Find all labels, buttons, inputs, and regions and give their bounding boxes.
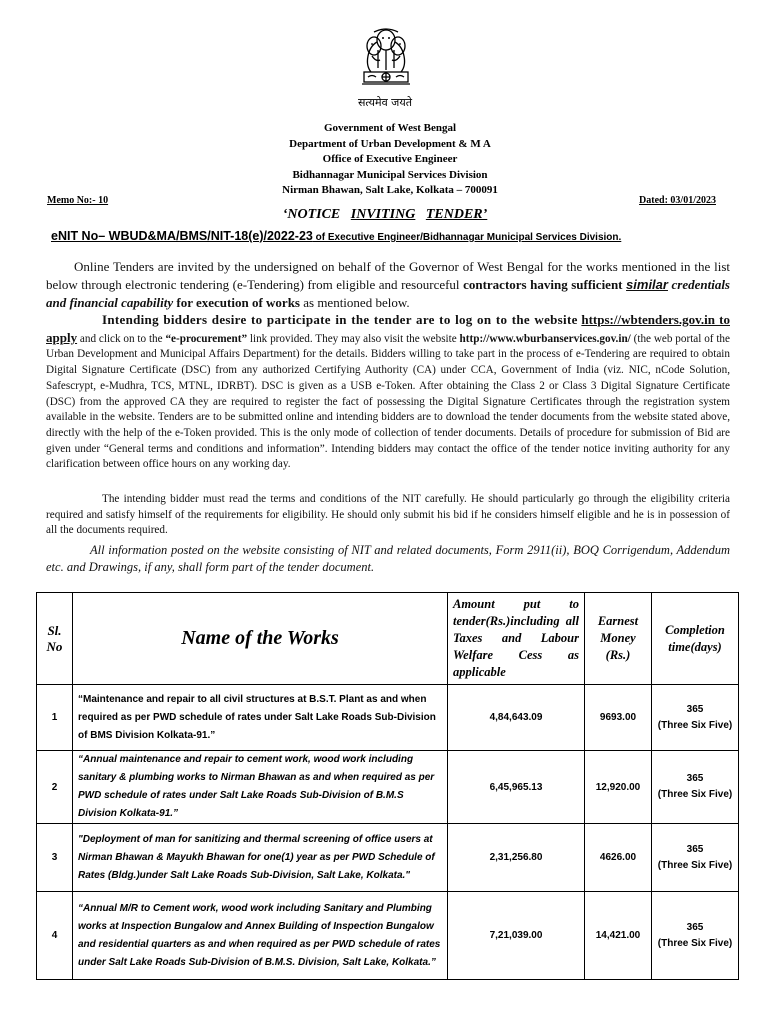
information-paragraph: [46, 542, 730, 576]
eligibility-text: The intending bidder must read the terms and conditions of the NIT carefully. He should particularly go through the eligibility criteria required and satisfy himself of the requirements for eligibility. He should only submit his bid if he considers himself eligible and he is in possession of all the documents required.: [46, 493, 730, 537]
table-row: [37, 685, 739, 751]
table-row: [37, 892, 739, 980]
amount-header: Amount put to tender(Rs.)including all Taxes and Labour Welfare Cess as applicable: [448, 593, 585, 685]
instructions-text: link provided. They may also visit the website: [247, 332, 460, 345]
earnest-cell: 9693.00: [585, 685, 652, 751]
days-value: 365: [686, 921, 704, 933]
instructions-text: and click on to the: [77, 332, 166, 345]
sl-no-header: Sl. No: [37, 593, 73, 685]
earnest-cell: 14,421.00: [585, 892, 652, 980]
work-name-cell: “Annual M/R to Cement work, wood work including Sanitary and Plumbing works at Inspection Bungalow and Annex Building of Inspection Bungalow and residential quarters as and when required as per PWD schedule of rates under Salt Lake Roads Sub-Division of B.M.S. Division, Salt Lake, Kolkata.”: [73, 892, 448, 980]
bidding-instructions-paragraph: [46, 312, 730, 473]
sl-cell: 4: [37, 892, 73, 980]
works-table: [36, 592, 739, 980]
amount-cell: 6,45,965.13: [448, 751, 585, 824]
header-line: Nirman Bhawan, Salt Lake, Kolkata – 700091: [282, 184, 498, 196]
sl-cell: 3: [37, 824, 73, 892]
memo-number: Memo No:- 10: [47, 195, 109, 206]
eligibility-paragraph: [46, 492, 730, 539]
information-text: All information posted on the website consisting of NIT and related documents, Form 2911(ii), BOQ Corrigendum, Addendum etc. and Drawings, if any, shall form part of the tender document.: [46, 543, 730, 574]
amount-cell: 7,21,039.00: [448, 892, 585, 980]
intro-text: Online Tenders are invited by the undersigned on behalf of the Governor of West Bengal for the works mentioned in the list below through electronic tendering (e-Tendering) from eligible and resourceful: [46, 259, 730, 292]
eprocurement-link-text: “e-procurement”: [165, 332, 248, 345]
earnest-cell: 12,920.00: [585, 751, 652, 824]
wbtenders-link[interactable]: https://wbtenders.gov.in: [581, 312, 715, 327]
header-line: Bidhannagar Municipal Services Division: [292, 168, 488, 181]
intro-credentials-text: credentials and financial capability: [46, 277, 730, 310]
days-value: 365: [686, 703, 704, 715]
completion-cell: [652, 824, 739, 892]
name-of-works-header: Name of the Works: [73, 593, 448, 685]
intro-bold-text: contractors having sufficient: [463, 277, 627, 292]
intro-similar-text: similar: [626, 277, 668, 292]
intro-execution-text: for execution of works: [173, 295, 300, 310]
completion-time-header: Completion time(days): [652, 593, 739, 685]
intro-end-text: as mentioned below.: [299, 295, 410, 310]
table-header-row: [37, 593, 739, 685]
completion-cell: [652, 685, 739, 751]
office-header: [180, 121, 600, 199]
header-line: Department of Urban Development & M A: [289, 137, 491, 150]
earnest-money-header: Earnest Money (Rs.): [585, 593, 652, 685]
enit-code: eNIT No– WBUD&MA/BMS/NIT-18(e)/2022-23: [51, 229, 313, 243]
amount-cell: 4,84,643.09: [448, 685, 585, 751]
header-line: Office of Executive Engineer: [322, 153, 458, 165]
intro-paragraph: [46, 258, 730, 312]
memo-date: Dated: 03/01/2023: [639, 195, 716, 206]
days-words: (Three Six Five): [657, 937, 733, 949]
work-name-cell: “Maintenance and repair to all civil structures at B.S.T. Plant as and when required as per PWD schedule of rates under Salt Lake Roads Sub-Division of BMS Division Kolkata-91.”: [73, 685, 448, 751]
enit-suffix: of Executive Engineer/Bidhannagar Municipal Services Division.: [312, 232, 622, 243]
emblem-motto: सत्यमेव जयते: [357, 96, 412, 109]
days-words: (Three Six Five): [657, 719, 733, 731]
work-name-cell: “Annual maintenance and repair to cement work, wood work including sanitary & plumbing works to Nirman Bhawan as and when required as per PWD schedule of rates under Salt Lake Roads Sub-Division of B.M.S Division Kolkata-91.”: [73, 751, 448, 824]
amount-cell: 2,31,256.80: [448, 824, 585, 892]
notice-title-word: ‘NOTICE: [282, 207, 341, 222]
table-row: [37, 824, 739, 892]
instructions-detail-text: (the web portal of the Urban Development and Municipal Affairs Department) for the details. Bidders willing to take part in the process of e-Tendering are required to obtain Digital Signature Certificate (DSC) from any authorized Certifying Authority (CA) under CCA, Government of India (viz. NIC, nCode Solution, Safescrypt, e-Mudhra, TCS, MTNL, IDRBT). DSC is given as a USB e-Token. After obtaining the Class 2 or Class 3 Digital Signature Certificate (DSC) from the approved CA they are required to register the fact of possessing the Digital Signature Certificates through the registration system available in the website. Tenders are to be submitted online and intending bidders are to download the tender documents from the website stated above, directly with the help of the e-Token provided. This is the only mode of collection of tender documents. Details of procedure for submission of Bid are given under “General terms and conditions and information”. Intending bidders may contact the office of the tender notice inviting authority for any clarification between office hours on any working day.: [46, 332, 730, 471]
notice-title-word: INVITING: [350, 207, 416, 222]
days-value: 365: [686, 843, 704, 855]
table-row: [37, 751, 739, 824]
days-words: (Three Six Five): [657, 789, 733, 800]
completion-cell: [652, 892, 739, 980]
earnest-cell: 4626.00: [585, 824, 652, 892]
sl-cell: 2: [37, 751, 73, 824]
instructions-lead-text: Intending bidders desire to participate in the tender are to log on to the website: [102, 312, 578, 327]
enit-number: [51, 229, 731, 243]
header-line: Government of West Bengal: [323, 122, 457, 134]
sl-cell: 1: [37, 685, 73, 751]
work-name-cell: "Deployment of man for sanitizing and thermal screening of office users at Nirman Bhawan & Mayukh Bhawan for one(1) year as per PWD Schedule of Rates (Bldg.)under Salt Lake Roads Sub-Division, Salt Lake, Kolkata.": [73, 824, 448, 892]
wburbanservices-link[interactable]: http://www.wburbanservices.gov.in/: [459, 332, 631, 345]
notice-title: [0, 207, 770, 223]
completion-cell: [652, 751, 739, 824]
apply-text: to apply: [46, 312, 730, 345]
days-words: (Three Six Five): [657, 859, 733, 871]
notice-title-word: TENDER’: [425, 207, 488, 222]
days-value: 365: [686, 773, 704, 784]
